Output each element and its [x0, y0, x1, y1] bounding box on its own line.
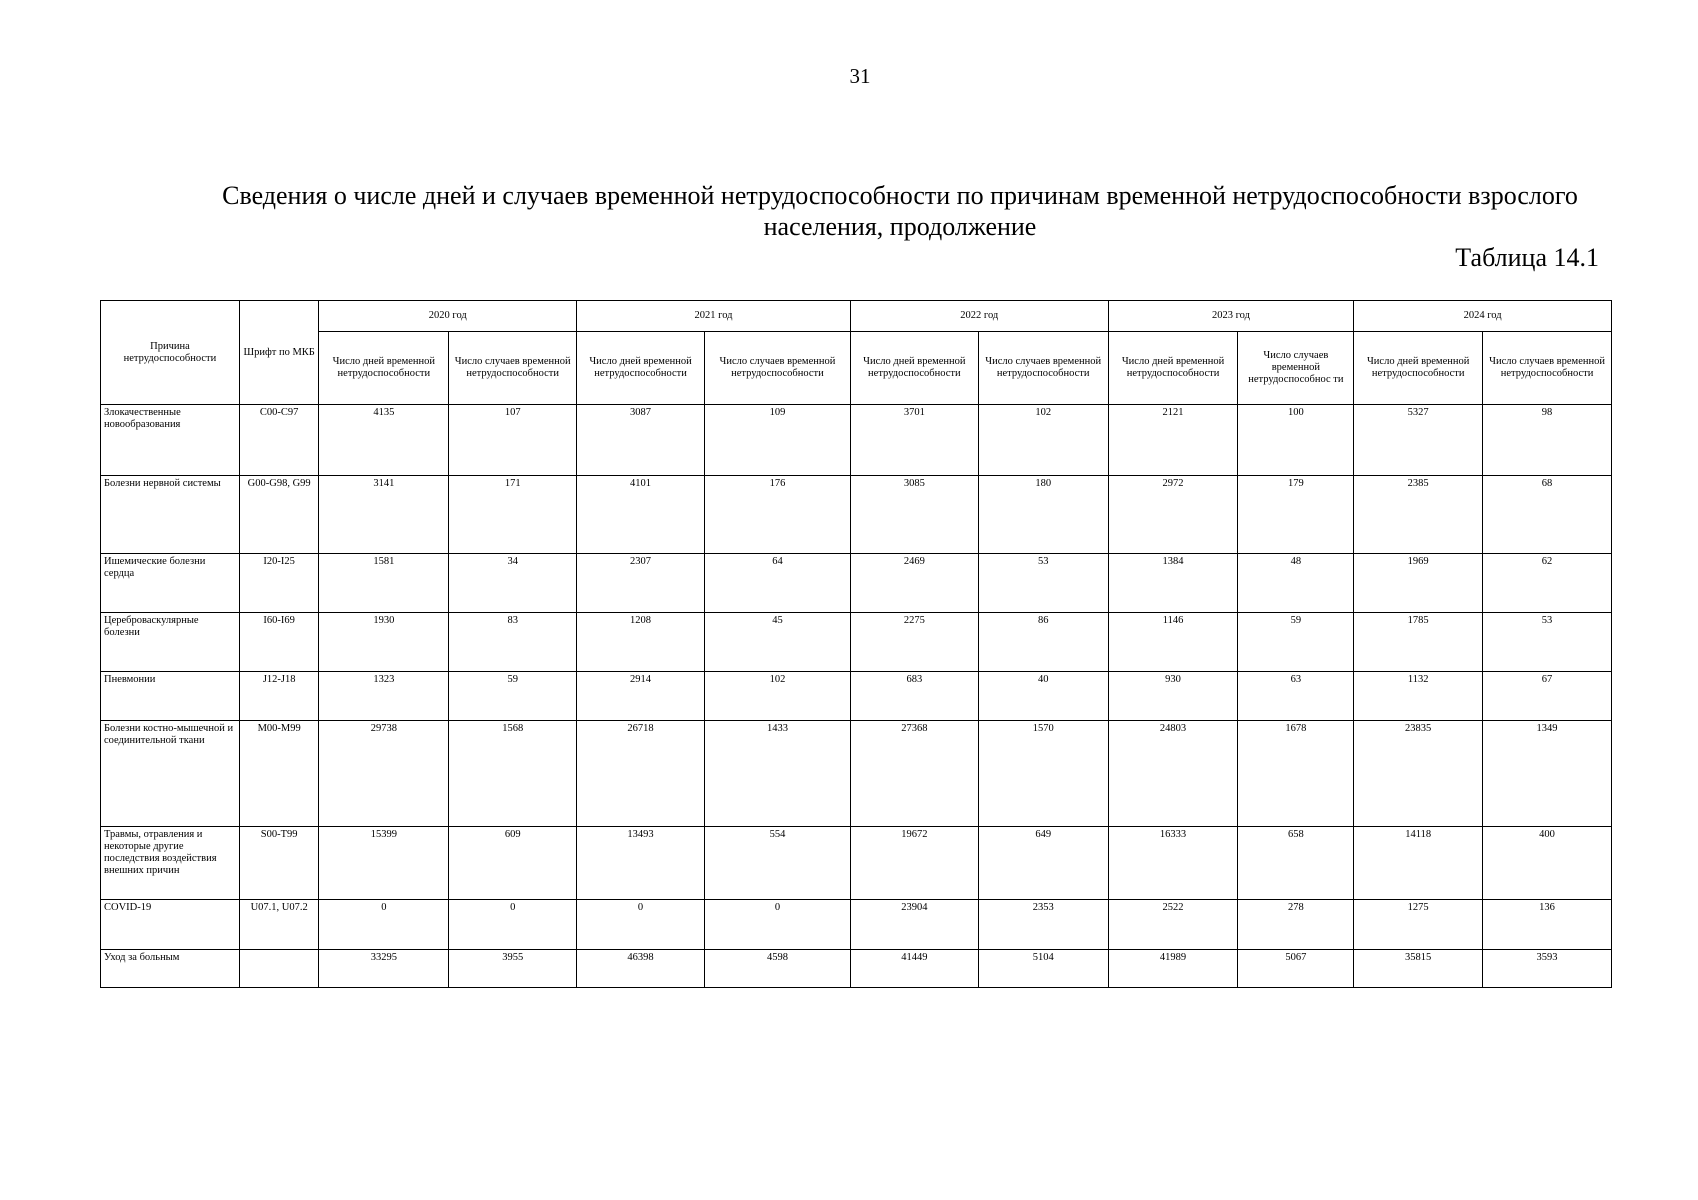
days-cell: 2522: [1108, 900, 1238, 949]
cause-cell: COVID-19: [101, 900, 240, 949]
cases-cell: 2353: [978, 900, 1108, 949]
cases-cell: 68: [1483, 475, 1612, 554]
days-cell: 16333: [1108, 826, 1238, 900]
cases-cell: 34: [449, 554, 577, 613]
days-cell: 1384: [1108, 554, 1238, 613]
cases-cell: 48: [1238, 554, 1354, 613]
days-cell: 35815: [1354, 949, 1483, 987]
header-days: Число дней временной нетрудоспособности: [1108, 332, 1238, 405]
cases-cell: 5104: [978, 949, 1108, 987]
days-cell: 19672: [850, 826, 978, 900]
days-cell: 930: [1108, 672, 1238, 720]
icd-code-cell: I60-I69: [239, 612, 319, 672]
cases-cell: 100: [1238, 405, 1354, 476]
cases-cell: 5067: [1238, 949, 1354, 987]
cause-cell: Цереброваскулярные болезни: [101, 612, 240, 672]
days-cell: 5327: [1354, 405, 1483, 476]
days-cell: 14118: [1354, 826, 1483, 900]
days-cell: 1208: [577, 612, 705, 672]
days-cell: 4101: [577, 475, 705, 554]
header-days: Число дней временной нетрудоспособности: [850, 332, 978, 405]
header-code: Шрифт по МКБ: [239, 301, 319, 405]
days-cell: 2914: [577, 672, 705, 720]
cases-cell: 3593: [1483, 949, 1612, 987]
icd-code-cell: S00-T99: [239, 826, 319, 900]
cases-cell: 67: [1483, 672, 1612, 720]
header-year: 2022 год: [850, 301, 1108, 332]
table-row: [101, 405, 1612, 476]
table-row: [101, 475, 1612, 554]
table-row: [101, 900, 1612, 949]
cases-cell: 1678: [1238, 720, 1354, 826]
header-days: Число дней временной нетрудоспособности: [577, 332, 705, 405]
header-days: Число дней временной нетрудоспособности: [319, 332, 449, 405]
cases-cell: 400: [1483, 826, 1612, 900]
cause-cell: Уход за больным: [101, 949, 240, 987]
cause-cell: Пневмонии: [101, 672, 240, 720]
header-sub-row: [101, 332, 1612, 405]
header-cases: Число случаев временной нетрудоспособности: [704, 332, 850, 405]
days-cell: 1323: [319, 672, 449, 720]
days-cell: 2121: [1108, 405, 1238, 476]
header-cases: Число случаев временной нетрудоспособности: [1483, 332, 1612, 405]
cases-cell: 179: [1238, 475, 1354, 554]
cases-cell: 107: [449, 405, 577, 476]
table-body: [101, 405, 1612, 988]
table-row: [101, 949, 1612, 987]
days-cell: 27368: [850, 720, 978, 826]
days-cell: 2275: [850, 612, 978, 672]
days-cell: 2469: [850, 554, 978, 613]
cause-cell: Ишемические болезни сердца: [101, 554, 240, 613]
days-cell: 41449: [850, 949, 978, 987]
cases-cell: 59: [449, 672, 577, 720]
days-cell: 23835: [1354, 720, 1483, 826]
days-cell: 1930: [319, 612, 449, 672]
header-cases: Число случаев временной нетрудоспособнос ти: [1238, 332, 1354, 405]
table-row: [101, 826, 1612, 900]
cases-cell: 1349: [1483, 720, 1612, 826]
cases-cell: 102: [704, 672, 850, 720]
days-cell: 3141: [319, 475, 449, 554]
days-cell: 2307: [577, 554, 705, 613]
days-cell: 24803: [1108, 720, 1238, 826]
days-cell: 1785: [1354, 612, 1483, 672]
cases-cell: 53: [978, 554, 1108, 613]
days-cell: 15399: [319, 826, 449, 900]
days-cell: 2972: [1108, 475, 1238, 554]
header-year: 2023 год: [1108, 301, 1354, 332]
table-row: [101, 612, 1612, 672]
header-cases: Число случаев временной нетрудоспособности: [978, 332, 1108, 405]
cases-cell: 4598: [704, 949, 850, 987]
days-cell: 33295: [319, 949, 449, 987]
table-row: [101, 720, 1612, 826]
cause-cell: Болезни костно-мышечной и соединительной ткани: [101, 720, 240, 826]
days-cell: 683: [850, 672, 978, 720]
cases-cell: 86: [978, 612, 1108, 672]
days-cell: 26718: [577, 720, 705, 826]
cause-cell: Травмы, отравления и некоторые другие последствия воздействия внешних причин: [101, 826, 240, 900]
cases-cell: 278: [1238, 900, 1354, 949]
icd-code-cell: U07.1, U07.2: [239, 900, 319, 949]
cases-cell: 64: [704, 554, 850, 613]
cases-cell: 176: [704, 475, 850, 554]
cases-cell: 83: [449, 612, 577, 672]
cases-cell: 102: [978, 405, 1108, 476]
icd-code-cell: G00-G98, G99: [239, 475, 319, 554]
document-title: Сведения о числе дней и случаев временной нетрудоспособности по причинам временной нетрудоспособности взрослого населения, продолжение: [222, 181, 1578, 241]
cases-cell: 658: [1238, 826, 1354, 900]
icd-code-cell: [239, 949, 319, 987]
icd-code-cell: J12-J18: [239, 672, 319, 720]
icd-code-cell: I20-I25: [239, 554, 319, 613]
days-cell: 1581: [319, 554, 449, 613]
cases-cell: 609: [449, 826, 577, 900]
cases-cell: 59: [1238, 612, 1354, 672]
cases-cell: 109: [704, 405, 850, 476]
cases-cell: 63: [1238, 672, 1354, 720]
cases-cell: 0: [449, 900, 577, 949]
days-cell: 3701: [850, 405, 978, 476]
cases-cell: 554: [704, 826, 850, 900]
icd-code-cell: C00-C97: [239, 405, 319, 476]
header-days: Число дней временной нетрудоспособности: [1354, 332, 1483, 405]
cause-cell: Болезни нервной системы: [101, 475, 240, 554]
statistics-table: [100, 300, 1612, 988]
header-year: 2024 год: [1354, 301, 1612, 332]
days-cell: 1146: [1108, 612, 1238, 672]
cases-cell: 171: [449, 475, 577, 554]
days-cell: 0: [319, 900, 449, 949]
days-cell: 0: [577, 900, 705, 949]
cases-cell: 62: [1483, 554, 1612, 613]
days-cell: 2385: [1354, 475, 1483, 554]
days-cell: 13493: [577, 826, 705, 900]
header-year: 2021 год: [577, 301, 851, 332]
cases-cell: 649: [978, 826, 1108, 900]
table-label: Таблица 14.1: [1455, 243, 1599, 272]
header-years-row: [101, 301, 1612, 332]
cases-cell: 136: [1483, 900, 1612, 949]
icd-code-cell: M00-M99: [239, 720, 319, 826]
days-cell: 23904: [850, 900, 978, 949]
cases-cell: 180: [978, 475, 1108, 554]
header-cause: Причина нетрудоспособности: [101, 301, 240, 405]
cases-cell: 3955: [449, 949, 577, 987]
cases-cell: 45: [704, 612, 850, 672]
days-cell: 1275: [1354, 900, 1483, 949]
cases-cell: 1570: [978, 720, 1108, 826]
days-cell: 1969: [1354, 554, 1483, 613]
header-year: 2020 год: [319, 301, 577, 332]
days-cell: 4135: [319, 405, 449, 476]
cases-cell: 53: [1483, 612, 1612, 672]
days-cell: 29738: [319, 720, 449, 826]
header-cases: Число случаев временной нетрудоспособности: [449, 332, 577, 405]
cases-cell: 1568: [449, 720, 577, 826]
days-cell: 3087: [577, 405, 705, 476]
days-cell: 3085: [850, 475, 978, 554]
table-row: [101, 672, 1612, 720]
table-row: [101, 554, 1612, 613]
cases-cell: 1433: [704, 720, 850, 826]
days-cell: 46398: [577, 949, 705, 987]
cases-cell: 0: [704, 900, 850, 949]
cause-cell: Злокачественные новообразования: [101, 405, 240, 476]
cases-cell: 40: [978, 672, 1108, 720]
days-cell: 41989: [1108, 949, 1238, 987]
page-number: 31: [849, 64, 871, 88]
cases-cell: 98: [1483, 405, 1612, 476]
days-cell: 1132: [1354, 672, 1483, 720]
